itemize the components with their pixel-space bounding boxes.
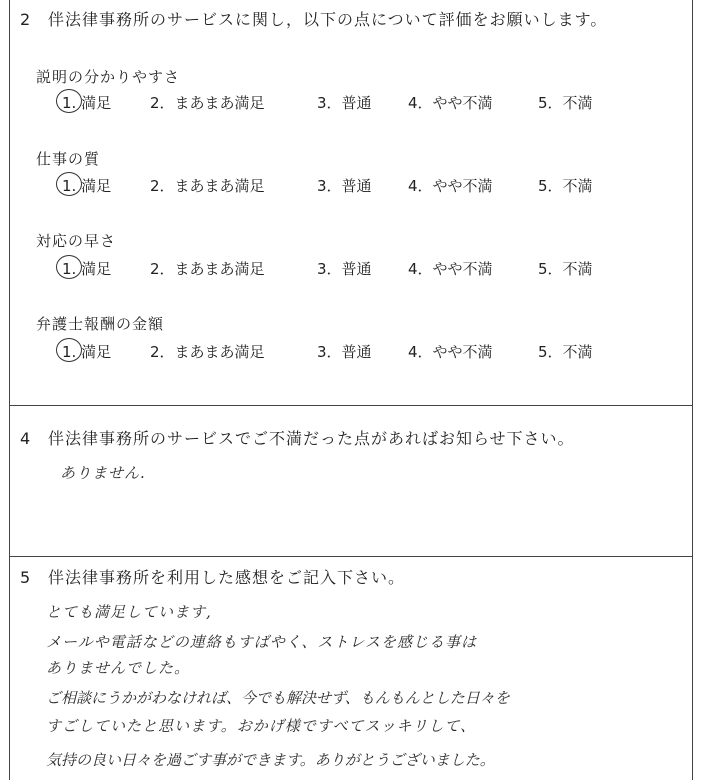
selected-circle-mark (56, 255, 82, 279)
section-q4 (9, 405, 693, 557)
option-1[interactable]: 1. 満足 (62, 92, 111, 113)
option-4[interactable]: 4．やや不満 (408, 260, 493, 278)
option-3[interactable]: 3．普通 (317, 260, 372, 278)
item-label-speed: 対応の早さ (36, 232, 117, 250)
q5-answer-line: すごしていたと思います。おかげ様ですべてスッキリして、 (46, 717, 477, 735)
option-5[interactable]: 5．不満 (538, 260, 593, 278)
q2-text: 伴法律事務所のサービスに関し，以下の点について評価をお願いします。 (48, 10, 608, 29)
item-label-quality: 仕事の質 (36, 150, 101, 168)
option-5[interactable]: 5．不満 (538, 343, 593, 361)
q5-number: 5 (20, 568, 32, 587)
q4-handwritten-answer: ありません. (60, 464, 146, 482)
item-label-clarity: 説明の分かりやすさ (36, 68, 181, 86)
q5-answer-line: ご相談にうかがわなければ、今でも解決せず、もんもんとした日々を (46, 689, 510, 707)
selected-circle-mark (56, 172, 82, 196)
option-2[interactable]: 2．まあまあ満足 (150, 260, 265, 278)
option-2[interactable]: 2．まあまあ満足 (150, 343, 265, 361)
q2-heading (20, 7, 607, 30)
section-q5 (9, 556, 693, 780)
option-3[interactable]: 3．普通 (317, 343, 372, 361)
section-q2 (9, 0, 693, 406)
selected-circle-mark (56, 338, 82, 362)
q2-number: 2 (20, 10, 32, 29)
item-label-fee: 弁護士報酬の金額 (36, 315, 165, 333)
selected-circle-mark (56, 89, 82, 113)
option-2[interactable]: 2．まあまあ満足 (150, 177, 265, 195)
q5-answer-line: とても満足しています, (46, 603, 212, 621)
q5-answer-line: ありませんでした。 (46, 659, 191, 677)
q4-heading (20, 426, 575, 449)
option-1[interactable]: 1. 満足 (62, 258, 111, 279)
option-3[interactable]: 3．普通 (317, 94, 372, 112)
option-1[interactable]: 1. 満足 (62, 175, 111, 196)
option-5[interactable]: 5．不満 (538, 94, 593, 112)
q5-answer-line: メールや電話などの連絡もすばやく、ストレスを感じる事は (46, 633, 477, 651)
q5-heading (20, 565, 405, 588)
q5-answer-line: 気持の良い日々を過ごす事ができます。ありがとうございました。 (46, 751, 495, 769)
option-5[interactable]: 5．不満 (538, 177, 593, 195)
option-3[interactable]: 3．普通 (317, 177, 372, 195)
q5-text: 伴法律事務所を利用した感想をご記入下さい。 (48, 568, 406, 587)
option-4[interactable]: 4．やや不満 (408, 94, 493, 112)
q4-number: 4 (20, 429, 32, 448)
option-4[interactable]: 4．やや不満 (408, 343, 493, 361)
option-2[interactable]: 2．まあまあ満足 (150, 94, 265, 112)
option-1[interactable]: 1. 満足 (62, 341, 111, 362)
option-4[interactable]: 4．やや不満 (408, 177, 493, 195)
q4-text: 伴法律事務所のサービスでご不満だった点があればお知らせ下さい。 (48, 429, 575, 448)
